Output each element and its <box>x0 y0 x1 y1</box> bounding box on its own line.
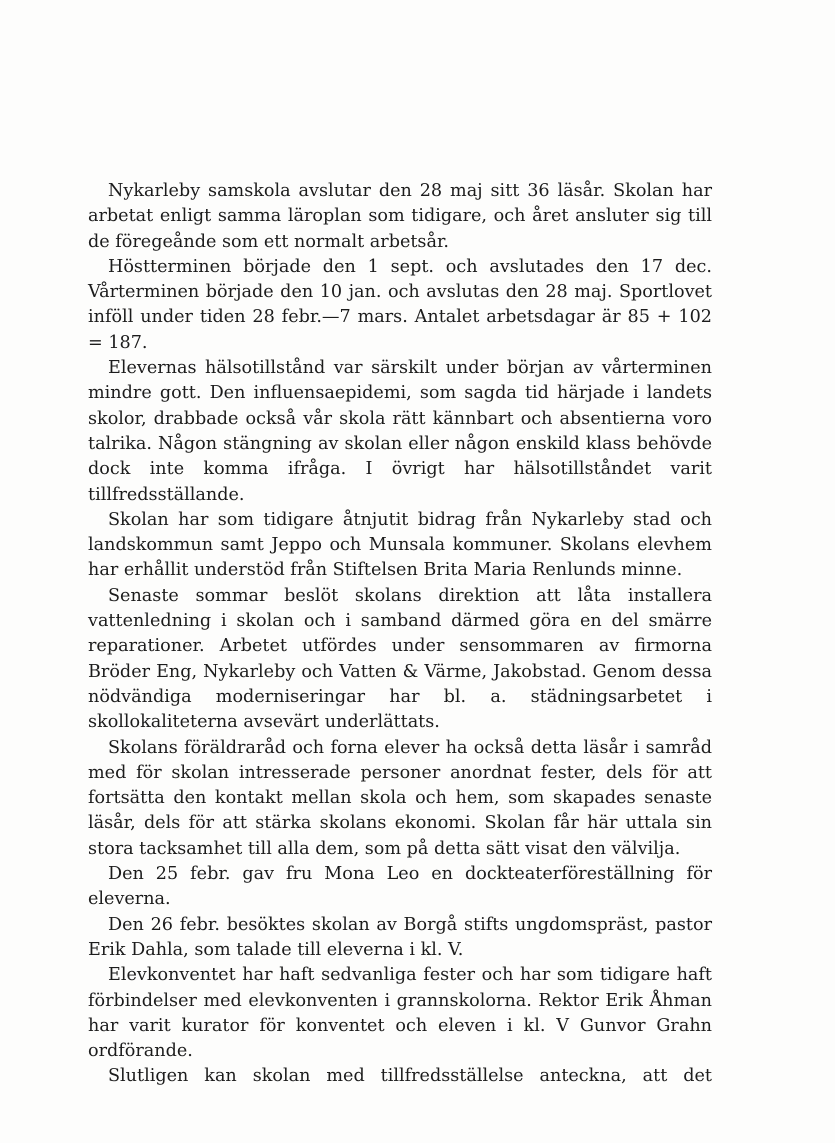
paragraph-school-year-end: Nykarleby samskola avslutar den 28 maj sitt 36 läsår. Skolan har arbetat enligt samma läroplan som tidigare, och året ansluter sig till de föregeånde som ett normalt arbetsår. <box>88 181 712 252</box>
paragraph-student-convention: Elevkonventet har haft sedvanliga fester och har som tidigare haft förbindelser med elevkonventen i grannskolorna. Rektor Erik Åhman har varit kurator för konventet och eleven i kl. V Gunvor Grahn ordförande. <box>88 965 712 1062</box>
paragraph-terms: Höstterminen började den 1 sept. och avslutades den 17 dec. Vårterminen började den 10 jan. och avslutas den 28 maj. Sportlovet inföll under tiden 28 febr.—7 mars. Antalet arbetsdagar är 85 + 102 = 187. <box>88 256 712 353</box>
paragraph-funding: Skolan har som tidigare åtnjutit bidrag från Nykarleby stad och landskommun samt Jeppo och Munsala kommuner. Skolans elevhem har erhållit understöd från Stiftelsen Brita Maria Renlunds minne. <box>88 509 712 581</box>
body-text <box>88 179 712 1090</box>
paragraph-parents-council: Skolans föräldraråd och forna elever ha också detta läsår i samråd med för skolan intresserade personer anordnat fester, dels för att fortsätta den kontakt mellan skola och hem, som skapades senaste läsår, dels för att stärka skolans ekonomi. Skolan får här uttala sin stora tacksamhet till alla dem, som på detta sätt visat den välvilja. <box>88 737 712 859</box>
paragraph-health: Elevernas hälsotillstånd var särskilt under början av vårterminen mindre gott. Den influensaepidemi, som sagda tid härjade i landets skolor, drabbade också vår skola rätt kännbart och absentierna voro talrika. Någon stängning av skolan eller någon enskild klass behövde dock inte komma ifråga. I övrigt har hälsotillståndet varit tillfredsställande. <box>88 358 712 505</box>
paragraph-water-installation: Senaste sommar beslöt skolans direktion att låta installera vattenledning i skolan och i samband därmed göra en del smärre reparationer. Arbetet utfördes under sensommaren av firmorna Bröder Eng, Nykarleby och Vatten & Värme, Jakobstad. Genom dessa nödvändiga moderniseringar har bl. a. städningsarbetet i skollokaliteterna avsevärt underlättats. <box>88 585 712 733</box>
paragraph-conclusion: Slutligen kan skolan med tillfredsställelse anteckna, att det <box>108 1066 712 1087</box>
paragraph-youth-priest-visit: Den 26 febr. besöktes skolan av Borgå stifts ungdomspräst, pastor Erik Dahla, som talade till eleverna i kl. V. <box>88 914 712 960</box>
paragraph-puppet-theatre: Den 25 febr. gav fru Mona Leo en dockteaterföreställning för eleverna. <box>88 864 712 910</box>
